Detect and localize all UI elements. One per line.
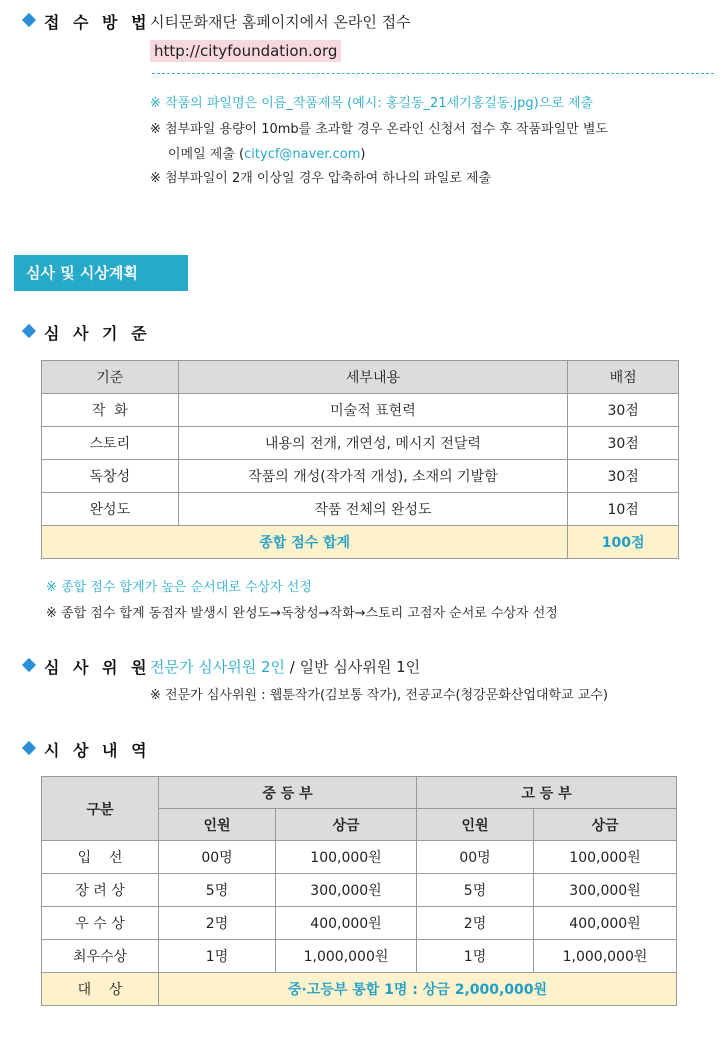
submission-method: 시티문화재단 홈페이지에서 온라인 접수 bbox=[150, 13, 411, 31]
award-count: 00명 bbox=[159, 841, 276, 874]
criteria-score: 10점 bbox=[568, 493, 679, 526]
table-row bbox=[42, 841, 677, 874]
diamond-bullet-icon bbox=[22, 13, 36, 27]
diamond-bullet-icon bbox=[22, 741, 36, 755]
diamond-bullet-icon bbox=[22, 324, 36, 338]
table-row bbox=[42, 493, 679, 526]
submission-note-filename: ※ 작품의 파일명은 이름_작품제목 (예시: 홍길동_21세기홍길동.jpg)으로 제출 bbox=[150, 96, 594, 111]
judges-expert: 전문가 심사위원 2인 bbox=[150, 658, 286, 676]
award-prize: 400,000원 bbox=[276, 907, 417, 940]
criteria-col-header: 배점 bbox=[568, 361, 679, 394]
email-prefix: 이메일 제출 ( bbox=[168, 147, 245, 162]
table-row bbox=[42, 874, 677, 907]
awards-grand-row bbox=[42, 973, 677, 1006]
criteria-detail: 작품의 개성(작가적 개성), 소재의 기발함 bbox=[178, 460, 568, 493]
criteria-note-tiebreak: ※ 종합 점수 합계 동점자 발생시 완성도→독창성→작화→스토리 고점자 순서로 수상자 선정 bbox=[46, 606, 558, 621]
award-count: 5명 bbox=[159, 874, 276, 907]
award-name: 입 선 bbox=[42, 841, 159, 874]
award-count: 2명 bbox=[159, 907, 276, 940]
award-count: 2명 bbox=[417, 907, 534, 940]
criteria-total-row bbox=[42, 526, 679, 559]
email-suffix: ) bbox=[360, 147, 366, 162]
awards-heading: 시 상 내 역 bbox=[44, 741, 151, 760]
criteria-col-header: 기준 bbox=[42, 361, 179, 394]
award-prize: 1,000,000원 bbox=[534, 940, 677, 973]
judges-note: ※ 전문가 심사위원 : 웹툰작가(김보통 작가), 전공교수(청강문화산업대학교 교수) bbox=[150, 688, 608, 703]
criteria-header-row bbox=[42, 361, 679, 394]
award-prize: 1,000,000원 bbox=[276, 940, 417, 973]
criteria-name: 완성도 bbox=[42, 493, 179, 526]
criteria-score: 30점 bbox=[568, 394, 679, 427]
awards-group-high: 고 등 부 bbox=[417, 777, 677, 809]
criteria-detail: 작품 전체의 완성도 bbox=[178, 493, 568, 526]
award-prize: 300,000원 bbox=[276, 874, 417, 907]
award-count: 5명 bbox=[417, 874, 534, 907]
email-address[interactable]: citycf@naver.com bbox=[244, 147, 361, 162]
judges-general: 일반 심사위원 1인 bbox=[299, 658, 421, 676]
table-row bbox=[42, 460, 679, 493]
table-row bbox=[42, 907, 677, 940]
dashed-divider bbox=[152, 73, 714, 74]
criteria-name: 독창성 bbox=[42, 460, 179, 493]
award-prize: 300,000원 bbox=[534, 874, 677, 907]
criteria-detail: 내용의 전개, 개연성, 메시지 전달력 bbox=[178, 427, 568, 460]
criteria-name: 스토리 bbox=[42, 427, 179, 460]
awards-table bbox=[41, 776, 677, 1006]
criteria-heading: 심 사 기 준 bbox=[44, 324, 151, 343]
award-count: 00명 bbox=[417, 841, 534, 874]
award-name: 장 려 상 bbox=[42, 874, 159, 907]
awards-sub-prize: 상금 bbox=[276, 809, 417, 841]
criteria-name: 작 화 bbox=[42, 394, 179, 427]
judges-summary bbox=[150, 656, 420, 677]
submission-heading: 접 수 방 법 bbox=[44, 13, 151, 32]
awards-category-header: 구분 bbox=[42, 777, 159, 841]
awards-header-row bbox=[42, 777, 677, 809]
criteria-note-ranking: ※ 종합 점수 합계가 높은 순서대로 수상자 선정 bbox=[46, 580, 312, 595]
awards-sub-prize: 상금 bbox=[534, 809, 677, 841]
table-row bbox=[42, 940, 677, 973]
submission-note-zip: ※ 첨부파일이 2개 이상일 경우 압축하여 하나의 파일로 제출 bbox=[150, 171, 492, 186]
criteria-detail: 미술적 표현력 bbox=[178, 394, 568, 427]
award-count: 1명 bbox=[417, 940, 534, 973]
award-prize: 400,000원 bbox=[534, 907, 677, 940]
submission-url[interactable]: http://cityfoundation.org bbox=[150, 40, 341, 62]
diamond-bullet-icon bbox=[22, 658, 36, 672]
award-count: 1명 bbox=[159, 940, 276, 973]
table-row bbox=[42, 427, 679, 460]
criteria-total-value: 100점 bbox=[568, 526, 679, 559]
submission-note-size: ※ 첨부파일 용량이 10mb를 초과할 경우 온라인 신청서 접수 후 작품파일만 별도 bbox=[150, 122, 608, 137]
award-name: 우 수 상 bbox=[42, 907, 159, 940]
submission-note-email bbox=[168, 143, 365, 162]
judges-heading: 심 사 위 원 bbox=[44, 658, 151, 677]
judges-separator: / bbox=[285, 658, 300, 676]
criteria-total-label: 종합 점수 합계 bbox=[42, 526, 568, 559]
award-prize: 100,000원 bbox=[276, 841, 417, 874]
section-title: 심사 및 시상계획 bbox=[14, 255, 188, 291]
awards-sub-count: 인원 bbox=[417, 809, 534, 841]
criteria-col-header: 세부내용 bbox=[178, 361, 568, 394]
criteria-score: 30점 bbox=[568, 427, 679, 460]
criteria-table bbox=[41, 360, 679, 559]
award-prize: 100,000원 bbox=[534, 841, 677, 874]
awards-group-middle: 중 등 부 bbox=[159, 777, 417, 809]
awards-sub-count: 인원 bbox=[159, 809, 276, 841]
criteria-score: 30점 bbox=[568, 460, 679, 493]
awards-grand-value: 중·고등부 통합 1명 : 상금 2,000,000원 bbox=[159, 973, 677, 1006]
table-row bbox=[42, 394, 679, 427]
award-name: 최우수상 bbox=[42, 940, 159, 973]
awards-grand-label: 대 상 bbox=[42, 973, 159, 1006]
